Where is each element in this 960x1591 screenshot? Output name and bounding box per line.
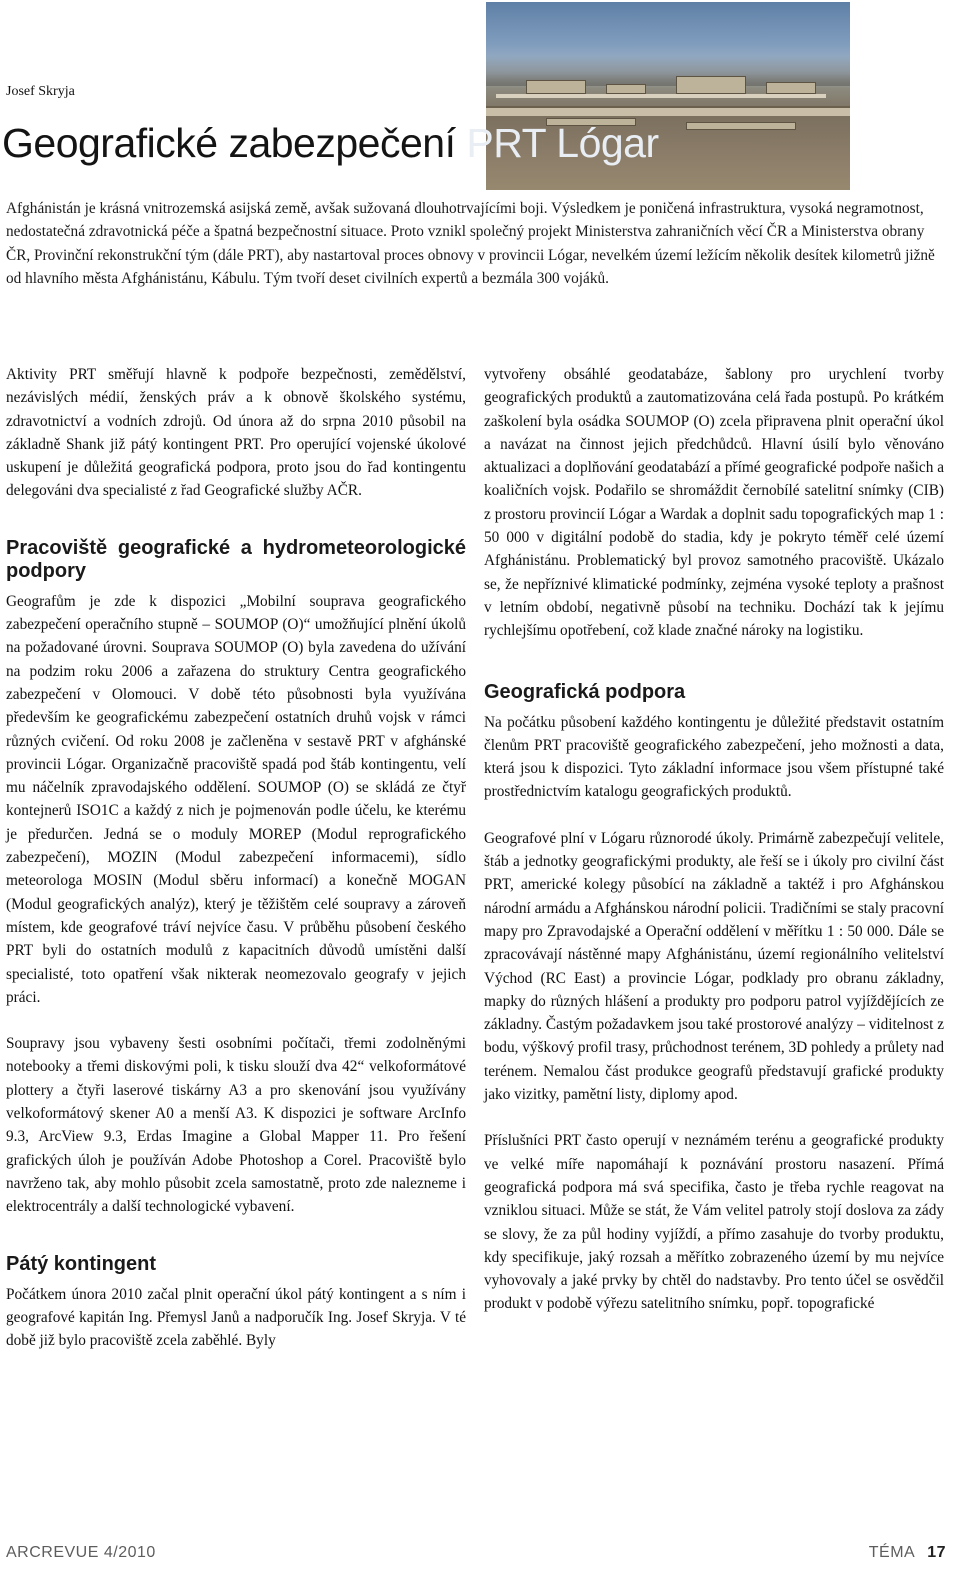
left-paragraph-1: Aktivity PRT směřují hlavně k podpoře bezpečnosti, zemědělství, nezávislých médií, ženských práv a k obnově školského systému, zdravotnictví a vodních zdrojů. Od února až do srpna 2010 působil na základně Shank již pátý kontingent PRT. Pro operující vojenské úkolové uskupení je důležitá geografická podpora, proto jsou do řad kontingentu delegováni dva specialisté z řad Geografické služby AČR. bbox=[6, 366, 466, 500]
left-paragraph-3: Soupravy jsou vybaveny šesti osobními počítači, třemi zodolněnými notebooky a třemi diskovými poli, k tisku slouží dva 42“ velkoformátové plottery a čtyři laserové tiskárny A3 a pro skenování jsou využívány velkoformátový skener A0 a menší A3. K dispozici je software ArcInfo 9.3, ArcView 9.3, Erdas Imagine a Global Mapper 11. Pro řešení grafických úloh je používán Adobe Photoshop a Corel. Pracoviště bylo navrženo tak, aby mohlo působit zcela samostatně, proto zde nalezneme i elektrocentrály a další technologické vybavení. bbox=[6, 1035, 466, 1216]
building bbox=[606, 84, 646, 94]
page-number: 17 bbox=[927, 1544, 946, 1561]
right-paragraph-2: Na počátku působení každého kontingentu je důležité představit ostatním členům PRT pracoviště geografického zabezpečení, jeho možnosti a data, která jsou k dispozici. Tyto základní informace jsou všem přístupné také prostřednictvím katalogu geografických produktů. bbox=[484, 713, 944, 801]
perimeter-wall bbox=[496, 94, 826, 98]
building bbox=[766, 82, 816, 94]
heading-geographic-support: Geografická podpora bbox=[484, 680, 686, 703]
title-part-2: PRT Lógar bbox=[466, 120, 659, 166]
camp-ground bbox=[486, 106, 850, 116]
left-paragraph-4: Počátkem února 2010 začal plnit operační úkol pátý kontingent a s ním i geografové kapitán Ing. Přemysl Janů a nadporučík Ing. Josef Skryja. V té době již bylo pracoviště zcela zaběhlé. Byly bbox=[6, 1285, 466, 1350]
title-part-1: Geografické zabezpečení bbox=[2, 120, 467, 166]
building bbox=[526, 80, 586, 94]
footer-section-label: TÉMA bbox=[868, 1544, 916, 1561]
right-paragraph-1: vytvořeny obsáhlé geodatabáze, šablony pro urychlení tvorby geografických produktů a zautomatizována celá řada postupů. Po krátkém zaškolení byla osádka SOUMOP (O) zcela připravena plnit operační úkol a navázat na činnost jejich předchůdců. Hlavní úsilí bylo věnováno aktualizaci a doplňování geodatabází a přímé geografické podpoře našich a koaličních vojsk. Podařilo se shromáždit černobílé satelitní snímky (CIB) z prostoru provincií Lógar a Wardak a doplnit sadu topografických map 1 : 50 000 v digitální podobě do stadia, kdy je pokryto téměř celé území Afghánistánu. Problematický byl provoz samotného pracoviště. Ukázalo se, že nepříznivé klimatické podmínky, zejména vysoké teploty a prašnost v letním období, negativně působí na techniku. Dochází tak k jejímu rychlejšímu opotřebení, což klade značné nároky na logistiku. bbox=[484, 366, 944, 640]
lead-paragraph: Afghánistán je krásná vnitrozemská asijská země, avšak sužovaná dlouhotrvajícími boji. Výsledkem je poničená infrastruktura, vysoká negramotnost, nedostatečná zdravotnická péče a špatná bezpečnostní situace. Proto vznikl společný projekt Ministerstva zahraničních věcí ČR a Ministerstva obrany ČR, Provinční rekonstrukční tým (dále PRT), aby nastartoval proces obnovy v provincii Lógar, nevelkém území ležícím několik desítek kilometrů jižně od hlavního města Afghánistánu, Kábulu. Tým tvoří deset civilních expertů a bezmála 300 vojáků. bbox=[6, 200, 935, 287]
footer-publication: ARCREVUE 4/2010 bbox=[6, 1544, 156, 1561]
footer-section bbox=[869, 1544, 946, 1562]
heading-workplace: Pracoviště geografické a hydrometeorologické podpory bbox=[6, 536, 466, 582]
right-paragraph-4: Příslušníci PRT často operují v neznámém terénu a geografické produkty ve velké míře napomáhají k poznávání prostoru nasazení. Přímá geografická podpora má svá specifika, často je třeba rychle reagovat na vzniklou situaci. Může se stát, že Vám velitel patroly stojí doslova za zády se slovy, že za půl hodiny vyjíždí, a přímo zasahuje do tvorby produktu, kdy specifikuje, jaký rozsah a měřítko zobrazeného území by mu nejvíce vyhovovaly a jaké prvky by chtěl do nadstavby. Pro tento účel se osvědčil produkt v podobě výřezu satelitního snímku, popř. topografické bbox=[484, 1132, 944, 1313]
left-column bbox=[6, 363, 466, 1352]
right-column bbox=[484, 363, 944, 1316]
page-title bbox=[2, 120, 659, 167]
author-name: Josef Skryja bbox=[6, 84, 75, 99]
building bbox=[686, 122, 796, 130]
heading-fifth-contingent: Pátý kontingent bbox=[6, 1252, 157, 1275]
left-paragraph-2: Geografům je zde k dispozici „Mobilní souprava geografického zabezpečení operačního stupně – SOUMOP (O)“ umožňující plnění úkolů na požadované úrovni. Souprava SOUMOP (O) byla zavedena do užívání na podzim roku 2006 a zařazena do struktury Centra geografického zabezpečení v Olomouci. V době této působnosti byla využívána především ke geografickému zabezpečení ostatních druhů vojsk v rámci různých cvičení. Od roku 2008 je začleněna v sestavě PRT v afghánské provincii Lógar. Organizačně pracoviště spadá pod štáb kontingentu, velí mu náčelník zpravodajského oddělení. SOUMOP (O) se skládá ze čtyř kontejnerů ISO1C a každý z nich je pojmenován podle účelu, ke kterému je předurčen. Jedná se o moduly MOREP (Modul reprografického zabezpečení), MOZIN (Modul zabezpečení informacemi), sídlo meteorologa MOSIN (Modul sběru informací) a konečně MOGAN (Modul geografických analýz), který je těžištěm celé soupravy a zároveň místem, kde geografové tráví nejvíce času. V průběhu působení českého PRT byli do ostatních modulů z kapacitních důvodů umístěni další specialisté, toto opatření však nikterak neomezovalo geografy v jejich práci. bbox=[6, 592, 466, 1006]
building bbox=[676, 76, 746, 94]
right-paragraph-3: Geografové plní v Lógaru různorodé úkoly. Primárně zabezpečují velitele, štáb a jednotky geografickými produkty, ale řeší se i úkoly pro civilní část PRT, americké kolegy působící na základně a taktéž i pro Afghánskou národní armádu a Afghánskou národní policii. Tradičními se staly pracovní mapy pro Zpravodajské a Operační oddělení v měřítku 1 : 50 000. Dále se zpracovávají nástěnné mapy Afghánistánu, území regionálního velitelství Východ (RC East) a provincie Lógar, podklady pro obranu základny, mapky do různých hlášení a produkty pro podporu patrol vyjíždějících ze základny. Častým požadavkem jsou také prostorové analýzy – viditelnost z bodu, výškový profil trasy, průchodnost terénem, 3D pohledy a průlety nad terénem. Nemalou část produkce geografů představují grafické produkty jako vizitky, pamětní listy, diplomy apod. bbox=[484, 829, 944, 1104]
